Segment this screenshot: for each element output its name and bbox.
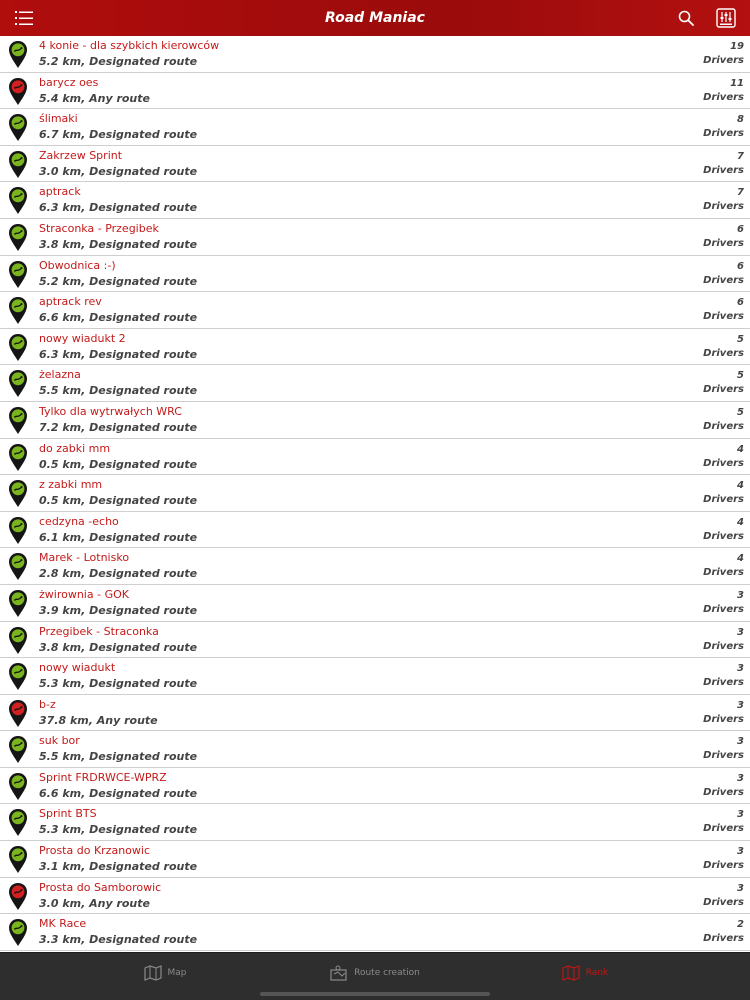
- route-pin-icon: [8, 882, 28, 911]
- drivers-label: Drivers: [703, 384, 744, 396]
- route-name: Obwodnica :-): [39, 258, 116, 272]
- driver-count: 6: [737, 297, 744, 309]
- route-name: aptrack: [39, 185, 81, 199]
- driver-count: 3: [737, 626, 744, 638]
- route-name: suk bor: [39, 734, 80, 748]
- drivers-label: Drivers: [703, 311, 744, 323]
- route-name: Sprint BTS: [39, 807, 97, 821]
- route-row[interactable]: [0, 146, 750, 183]
- route-pin-icon: [8, 626, 28, 655]
- route-pin-icon: [8, 772, 28, 801]
- tab-bar: [0, 952, 750, 1000]
- route-row[interactable]: [0, 622, 750, 659]
- route-creation-icon: [330, 965, 348, 981]
- drivers-label: Drivers: [703, 823, 744, 835]
- driver-count: 4: [737, 516, 744, 528]
- route-details: 0.5 km, Designated route: [39, 494, 198, 508]
- route-pin-icon: [8, 845, 28, 874]
- route-pin-icon: [8, 369, 28, 398]
- driver-count: 4: [737, 443, 744, 455]
- route-name: Straconka - Przegibek: [39, 221, 159, 235]
- route-list[interactable]: [0, 36, 750, 952]
- drivers-label: Drivers: [703, 860, 744, 872]
- drivers-label: Drivers: [703, 128, 744, 140]
- driver-count: 7: [737, 150, 744, 162]
- app-header: [0, 0, 750, 36]
- route-pin-icon: [8, 552, 28, 581]
- route-pin-icon: [8, 443, 28, 472]
- drivers-label: Drivers: [703, 347, 744, 359]
- tab-map[interactable]: [100, 953, 230, 993]
- drivers-label: Drivers: [703, 530, 744, 542]
- route-name: MK Race: [39, 917, 87, 931]
- route-name: z zabki mm: [39, 478, 103, 492]
- route-details: 3.1 km, Designated route: [39, 860, 198, 874]
- filter-button[interactable]: [708, 0, 744, 36]
- route-name: aptrack rev: [39, 295, 102, 309]
- route-details: 5.3 km, Designated route: [39, 823, 198, 837]
- route-details: 5.2 km, Designated route: [39, 55, 198, 68]
- route-pin-icon: [8, 808, 28, 837]
- route-row[interactable]: [0, 439, 750, 476]
- route-details: 6.7 km, Designated route: [39, 128, 198, 142]
- route-details: 3.0 km, Designated route: [39, 164, 198, 178]
- drivers-label: Drivers: [703, 237, 744, 249]
- drivers-label: Drivers: [703, 786, 744, 798]
- driver-count: 7: [737, 187, 744, 199]
- route-row[interactable]: [0, 475, 750, 512]
- driver-count: 3: [737, 663, 744, 675]
- route-name: Przegibek - Straconka: [39, 624, 159, 638]
- route-name: cedzyna -echo: [39, 514, 119, 528]
- route-name: nowy wiadukt 2: [39, 331, 126, 345]
- tab-map-label: Map: [167, 968, 187, 978]
- route-name: Prosta do Krzanowic: [39, 844, 150, 858]
- route-pin-icon: [8, 296, 28, 325]
- route-name: żelazna: [39, 368, 81, 382]
- driver-count: 2: [737, 919, 744, 931]
- tab-route-creation[interactable]: [300, 953, 450, 993]
- route-details: 6.3 km, Designated route: [39, 347, 198, 361]
- driver-count: 3: [737, 882, 744, 894]
- route-row[interactable]: [0, 841, 750, 878]
- route-details: 6.3 km, Designated route: [39, 201, 198, 215]
- route-details: 6.1 km, Designated route: [39, 530, 198, 544]
- route-details: 5.3 km, Designated route: [39, 677, 198, 691]
- driver-count: 3: [737, 846, 744, 858]
- route-row[interactable]: [0, 329, 750, 366]
- route-row[interactable]: [0, 292, 750, 329]
- driver-count: 11: [730, 77, 744, 89]
- route-details: 5.5 km, Designated route: [39, 384, 198, 398]
- drivers-label: Drivers: [703, 896, 744, 908]
- drivers-label: Drivers: [703, 201, 744, 213]
- driver-count: 4: [737, 553, 744, 565]
- route-pin-icon: [8, 77, 28, 106]
- route-row[interactable]: [0, 109, 750, 146]
- route-row[interactable]: [0, 658, 750, 695]
- driver-count: 19: [730, 41, 744, 52]
- search-icon: [678, 10, 694, 26]
- route-details: 6.6 km, Designated route: [39, 311, 198, 325]
- driver-count: 3: [737, 809, 744, 821]
- route-pin-icon: [8, 40, 28, 69]
- route-details: 3.3 km, Designated route: [39, 933, 198, 947]
- route-pin-icon: [8, 150, 28, 179]
- route-row[interactable]: [0, 73, 750, 110]
- route-details: 2.8 km, Designated route: [39, 567, 198, 581]
- drivers-label: Drivers: [703, 933, 744, 945]
- tab-rank-label: Rank: [585, 968, 609, 978]
- drivers-label: Drivers: [703, 420, 744, 432]
- route-row[interactable]: [0, 36, 750, 73]
- route-name: Zakrzew Sprint: [39, 148, 123, 162]
- driver-count: 5: [737, 406, 744, 418]
- route-pin-icon: [8, 406, 28, 435]
- map-icon: [144, 965, 162, 981]
- filter-sliders-icon: [716, 8, 736, 28]
- drivers-label: Drivers: [703, 567, 744, 579]
- drivers-label: Drivers: [703, 457, 744, 469]
- route-name: Marek - Lotnisko: [39, 551, 130, 565]
- drivers-label: Drivers: [703, 164, 744, 176]
- route-name: do zabki mm: [39, 441, 111, 455]
- route-row[interactable]: [0, 914, 750, 951]
- route-row[interactable]: [0, 768, 750, 805]
- route-name: b-z: [39, 697, 56, 711]
- driver-count: 3: [737, 736, 744, 748]
- route-row[interactable]: [0, 365, 750, 402]
- driver-count: 5: [737, 370, 744, 382]
- route-row[interactable]: [0, 182, 750, 219]
- route-details: 5.5 km, Designated route: [39, 750, 198, 764]
- drivers-label: Drivers: [703, 603, 744, 615]
- route-row[interactable]: [0, 695, 750, 732]
- route-row[interactable]: [0, 585, 750, 622]
- route-row[interactable]: [0, 402, 750, 439]
- route-details: 3.8 km, Designated route: [39, 640, 198, 654]
- route-pin-icon: [8, 735, 28, 764]
- route-name: barycz oes: [39, 75, 99, 89]
- tab-route-creation-label: Route creation: [354, 968, 420, 978]
- drivers-label: Drivers: [703, 274, 744, 286]
- route-name: Sprint FRDRWCE-WPRZ: [39, 770, 167, 784]
- drivers-label: Drivers: [703, 640, 744, 652]
- route-pin-icon: [8, 479, 28, 508]
- route-details: 3.8 km, Designated route: [39, 237, 198, 251]
- route-row[interactable]: [0, 256, 750, 293]
- route-name: ślimaki: [39, 112, 78, 126]
- route-name: 4 konie - dla szybkich kierowców: [39, 39, 220, 52]
- driver-count: 3: [737, 699, 744, 711]
- route-name: nowy wiadukt: [39, 661, 116, 675]
- route-pin-icon: [8, 699, 28, 728]
- route-name: Tylko dla wytrwałych WRC: [39, 404, 182, 418]
- rank-icon: [562, 965, 580, 981]
- drivers-label: Drivers: [703, 494, 744, 506]
- driver-count: 3: [737, 772, 744, 784]
- route-pin-icon: [8, 662, 28, 691]
- route-details: 3.9 km, Designated route: [39, 603, 198, 617]
- home-indicator: [260, 992, 490, 996]
- route-details: 6.6 km, Designated route: [39, 786, 198, 800]
- driver-count: 6: [737, 260, 744, 272]
- route-pin-icon: [8, 516, 28, 545]
- driver-count: 4: [737, 480, 744, 492]
- route-row[interactable]: [0, 878, 750, 915]
- route-details: 5.4 km, Any route: [39, 91, 150, 105]
- route-details: 5.2 km, Designated route: [39, 274, 198, 288]
- route-pin-icon: [8, 186, 28, 215]
- route-details: 0.5 km, Designated route: [39, 457, 198, 471]
- route-details: 37.8 km, Any route: [39, 713, 158, 727]
- route-name: Prosta do Samborowic: [39, 880, 162, 894]
- route-pin-icon: [8, 113, 28, 142]
- drivers-label: Drivers: [703, 750, 744, 762]
- route-pin-icon: [8, 223, 28, 252]
- driver-count: 5: [737, 333, 744, 345]
- route-pin-icon: [8, 333, 28, 362]
- driver-count: 8: [737, 114, 744, 126]
- drivers-label: Drivers: [703, 55, 744, 66]
- tab-rank[interactable]: [520, 953, 650, 993]
- route-row[interactable]: [0, 219, 750, 256]
- drivers-label: Drivers: [703, 677, 744, 689]
- route-row[interactable]: [0, 731, 750, 768]
- driver-count: 6: [737, 223, 744, 235]
- route-row[interactable]: [0, 512, 750, 549]
- route-name: żwirownia - GOK: [39, 587, 129, 601]
- page-title: Road Maniac: [325, 10, 425, 26]
- route-pin-icon: [8, 589, 28, 618]
- driver-count: 3: [737, 589, 744, 601]
- route-pin-icon: [8, 260, 28, 289]
- route-details: 3.0 km, Any route: [39, 896, 150, 910]
- drivers-label: Drivers: [703, 91, 744, 103]
- route-details: 7.2 km, Designated route: [39, 420, 198, 434]
- route-row[interactable]: [0, 804, 750, 841]
- route-row[interactable]: [0, 548, 750, 585]
- search-button[interactable]: [668, 0, 704, 36]
- drivers-label: Drivers: [703, 713, 744, 725]
- route-pin-icon: [8, 918, 28, 947]
